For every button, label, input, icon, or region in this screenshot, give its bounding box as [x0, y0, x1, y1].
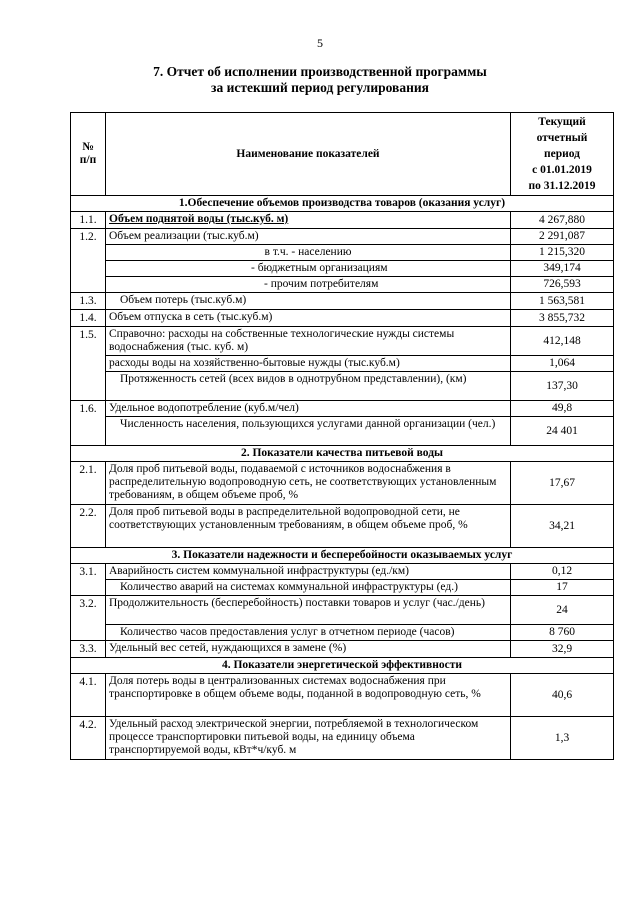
- row-number: 3.3.: [71, 641, 106, 658]
- row-value: 49,8: [511, 401, 614, 417]
- row-name: Объем отпуска в сеть (тыс.куб.м): [106, 310, 511, 327]
- table-row: [71, 401, 614, 417]
- row-value: 1,3: [511, 717, 614, 760]
- row-value: 8 760: [511, 625, 614, 641]
- row-name: Доля проб питьевой воды, подаваемой с источников водоснабжения в распределительную водопроводную сеть, не соответствующих установленным требованиям, в общем объеме проб, %: [106, 462, 511, 505]
- row-value: 24 401: [511, 417, 614, 446]
- table-row: [71, 245, 614, 261]
- table-row: [71, 277, 614, 293]
- table-row: [71, 505, 614, 548]
- table-row: [71, 212, 614, 229]
- row-name: Доля проб питьевой воды в распределительной водопроводной сети, не соответствующих установленным требованиям, в общем объеме проб, %: [106, 505, 511, 548]
- row-name: Аварийность систем коммунальной инфраструктуры (ед./км): [106, 564, 511, 580]
- title-line-1: 7. Отчет об исполнении производственной программы: [153, 64, 487, 79]
- table-row: [71, 229, 614, 245]
- table-row: [71, 564, 614, 580]
- row-value: 412,148: [511, 327, 614, 356]
- section-title: 2. Показатели качества питьевой воды: [71, 446, 614, 462]
- table-row: [71, 293, 614, 310]
- row-name: - прочим потребителям: [106, 277, 511, 293]
- row-number: 1.3.: [71, 293, 106, 310]
- table-row: [71, 462, 614, 505]
- header-num-line: п/п: [79, 154, 97, 166]
- row-name: - бюджетным организациям: [106, 261, 511, 277]
- row-name: Удельный вес сетей, нуждающихся в замене (%): [106, 641, 511, 658]
- header-period-line: период: [544, 148, 580, 160]
- row-name: Продолжительность (бесперебойность) поставки товаров и услуг (час./день): [106, 596, 511, 625]
- row-value: 2 291,087: [511, 229, 614, 245]
- row-value: 726,593: [511, 277, 614, 293]
- table-row: [71, 717, 614, 760]
- row-number: 1.2.: [71, 229, 106, 293]
- row-number: 1.6.: [71, 401, 106, 446]
- row-name: Справочно: расходы на собственные технологические нужды системы водоснабжения (тыс. куб. м): [106, 327, 511, 356]
- row-value: 0,12: [511, 564, 614, 580]
- table-row: [71, 580, 614, 596]
- title-line-2: за истекший период регулирования: [211, 80, 429, 95]
- row-name: расходы воды на хозяйственно-бытовые нужды (тыс.куб.м): [106, 356, 511, 372]
- header-num-line: №: [82, 141, 94, 153]
- table-row: [71, 596, 614, 625]
- section-row: [71, 446, 614, 462]
- row-name: Объем потерь (тыс.куб.м): [106, 293, 511, 310]
- row-number: 1.5.: [71, 327, 106, 401]
- table-header-row: [71, 113, 614, 196]
- section-title: 3. Показатели надежности и бесперебойности оказываемых услуг: [71, 548, 614, 564]
- header-period-line: с 01.01.2019: [532, 164, 592, 176]
- row-value: 32,9: [511, 641, 614, 658]
- table-row: [71, 641, 614, 658]
- row-value: 349,174: [511, 261, 614, 277]
- row-name: Доля потерь воды в централизованных системах водоснабжения при транспортировке в общем объеме воды, поданной в водопроводную сеть, %: [106, 674, 511, 717]
- header-num: [71, 113, 106, 196]
- row-value: 137,30: [511, 372, 614, 401]
- row-number: 3.1.: [71, 564, 106, 596]
- page-number: 5: [317, 36, 323, 50]
- section-row: [71, 196, 614, 212]
- row-name: Количество аварий на системах коммунальной инфраструктуры (ед.): [106, 580, 511, 596]
- header-period-line: по 31.12.2019: [528, 180, 596, 192]
- section-row: [71, 548, 614, 564]
- row-name: Объем поднятой воды (тыс.куб. м): [106, 212, 511, 229]
- row-number: 2.1.: [71, 462, 106, 505]
- row-value: 24: [511, 596, 614, 625]
- row-value: 3 855,732: [511, 310, 614, 327]
- row-value: 17: [511, 580, 614, 596]
- row-name: Количество часов предоставления услуг в отчетном периоде (часов): [106, 625, 511, 641]
- header-period-line: Текущий: [538, 116, 586, 128]
- row-number: 3.2.: [71, 596, 106, 641]
- row-name: Объем реализации (тыс.куб.м): [106, 229, 511, 245]
- table-row: [71, 261, 614, 277]
- report-table: [70, 112, 614, 760]
- row-number: 4.2.: [71, 717, 106, 760]
- section-row: [71, 658, 614, 674]
- header-period: [511, 113, 614, 196]
- row-value: 1 215,320: [511, 245, 614, 261]
- table-row: [71, 372, 614, 401]
- row-number: 4.1.: [71, 674, 106, 717]
- row-value: 17,67: [511, 462, 614, 505]
- table-row: [71, 674, 614, 717]
- table-row: [71, 327, 614, 356]
- row-value: 40,6: [511, 674, 614, 717]
- row-name: Удельный расход электрической энергии, потребляемой в технологическом процессе транспортировки питьевой воды, на единицу объема транспортируемой воды, кВт*ч/куб. м: [106, 717, 511, 760]
- row-name: Протяженность сетей (всех видов в однотрубном представлении), (км): [106, 372, 511, 401]
- row-value: 4 267,880: [511, 212, 614, 229]
- row-number: 1.4.: [71, 310, 106, 327]
- page-title: [0, 64, 640, 96]
- row-number: 1.1.: [71, 212, 106, 229]
- header-period-line: отчетный: [536, 132, 588, 144]
- row-name: в т.ч. - населению: [106, 245, 511, 261]
- header-name: Наименование показателей: [106, 113, 511, 196]
- row-value: 1,064: [511, 356, 614, 372]
- section-title: 4. Показатели энергетической эффективности: [71, 658, 614, 674]
- row-name: Численность населения, пользующихся услугами данной организации (чел.): [106, 417, 511, 446]
- row-name: Удельное водопотребление (куб.м/чел): [106, 401, 511, 417]
- row-value: 1 563,581: [511, 293, 614, 310]
- section-title: 1.Обеспечение объемов производства товаров (оказания услуг): [71, 196, 614, 212]
- row-value: 34,21: [511, 505, 614, 548]
- table-row: [71, 625, 614, 641]
- table-row: [71, 417, 614, 446]
- table-row: [71, 310, 614, 327]
- row-number: 2.2.: [71, 505, 106, 548]
- table-row: [71, 356, 614, 372]
